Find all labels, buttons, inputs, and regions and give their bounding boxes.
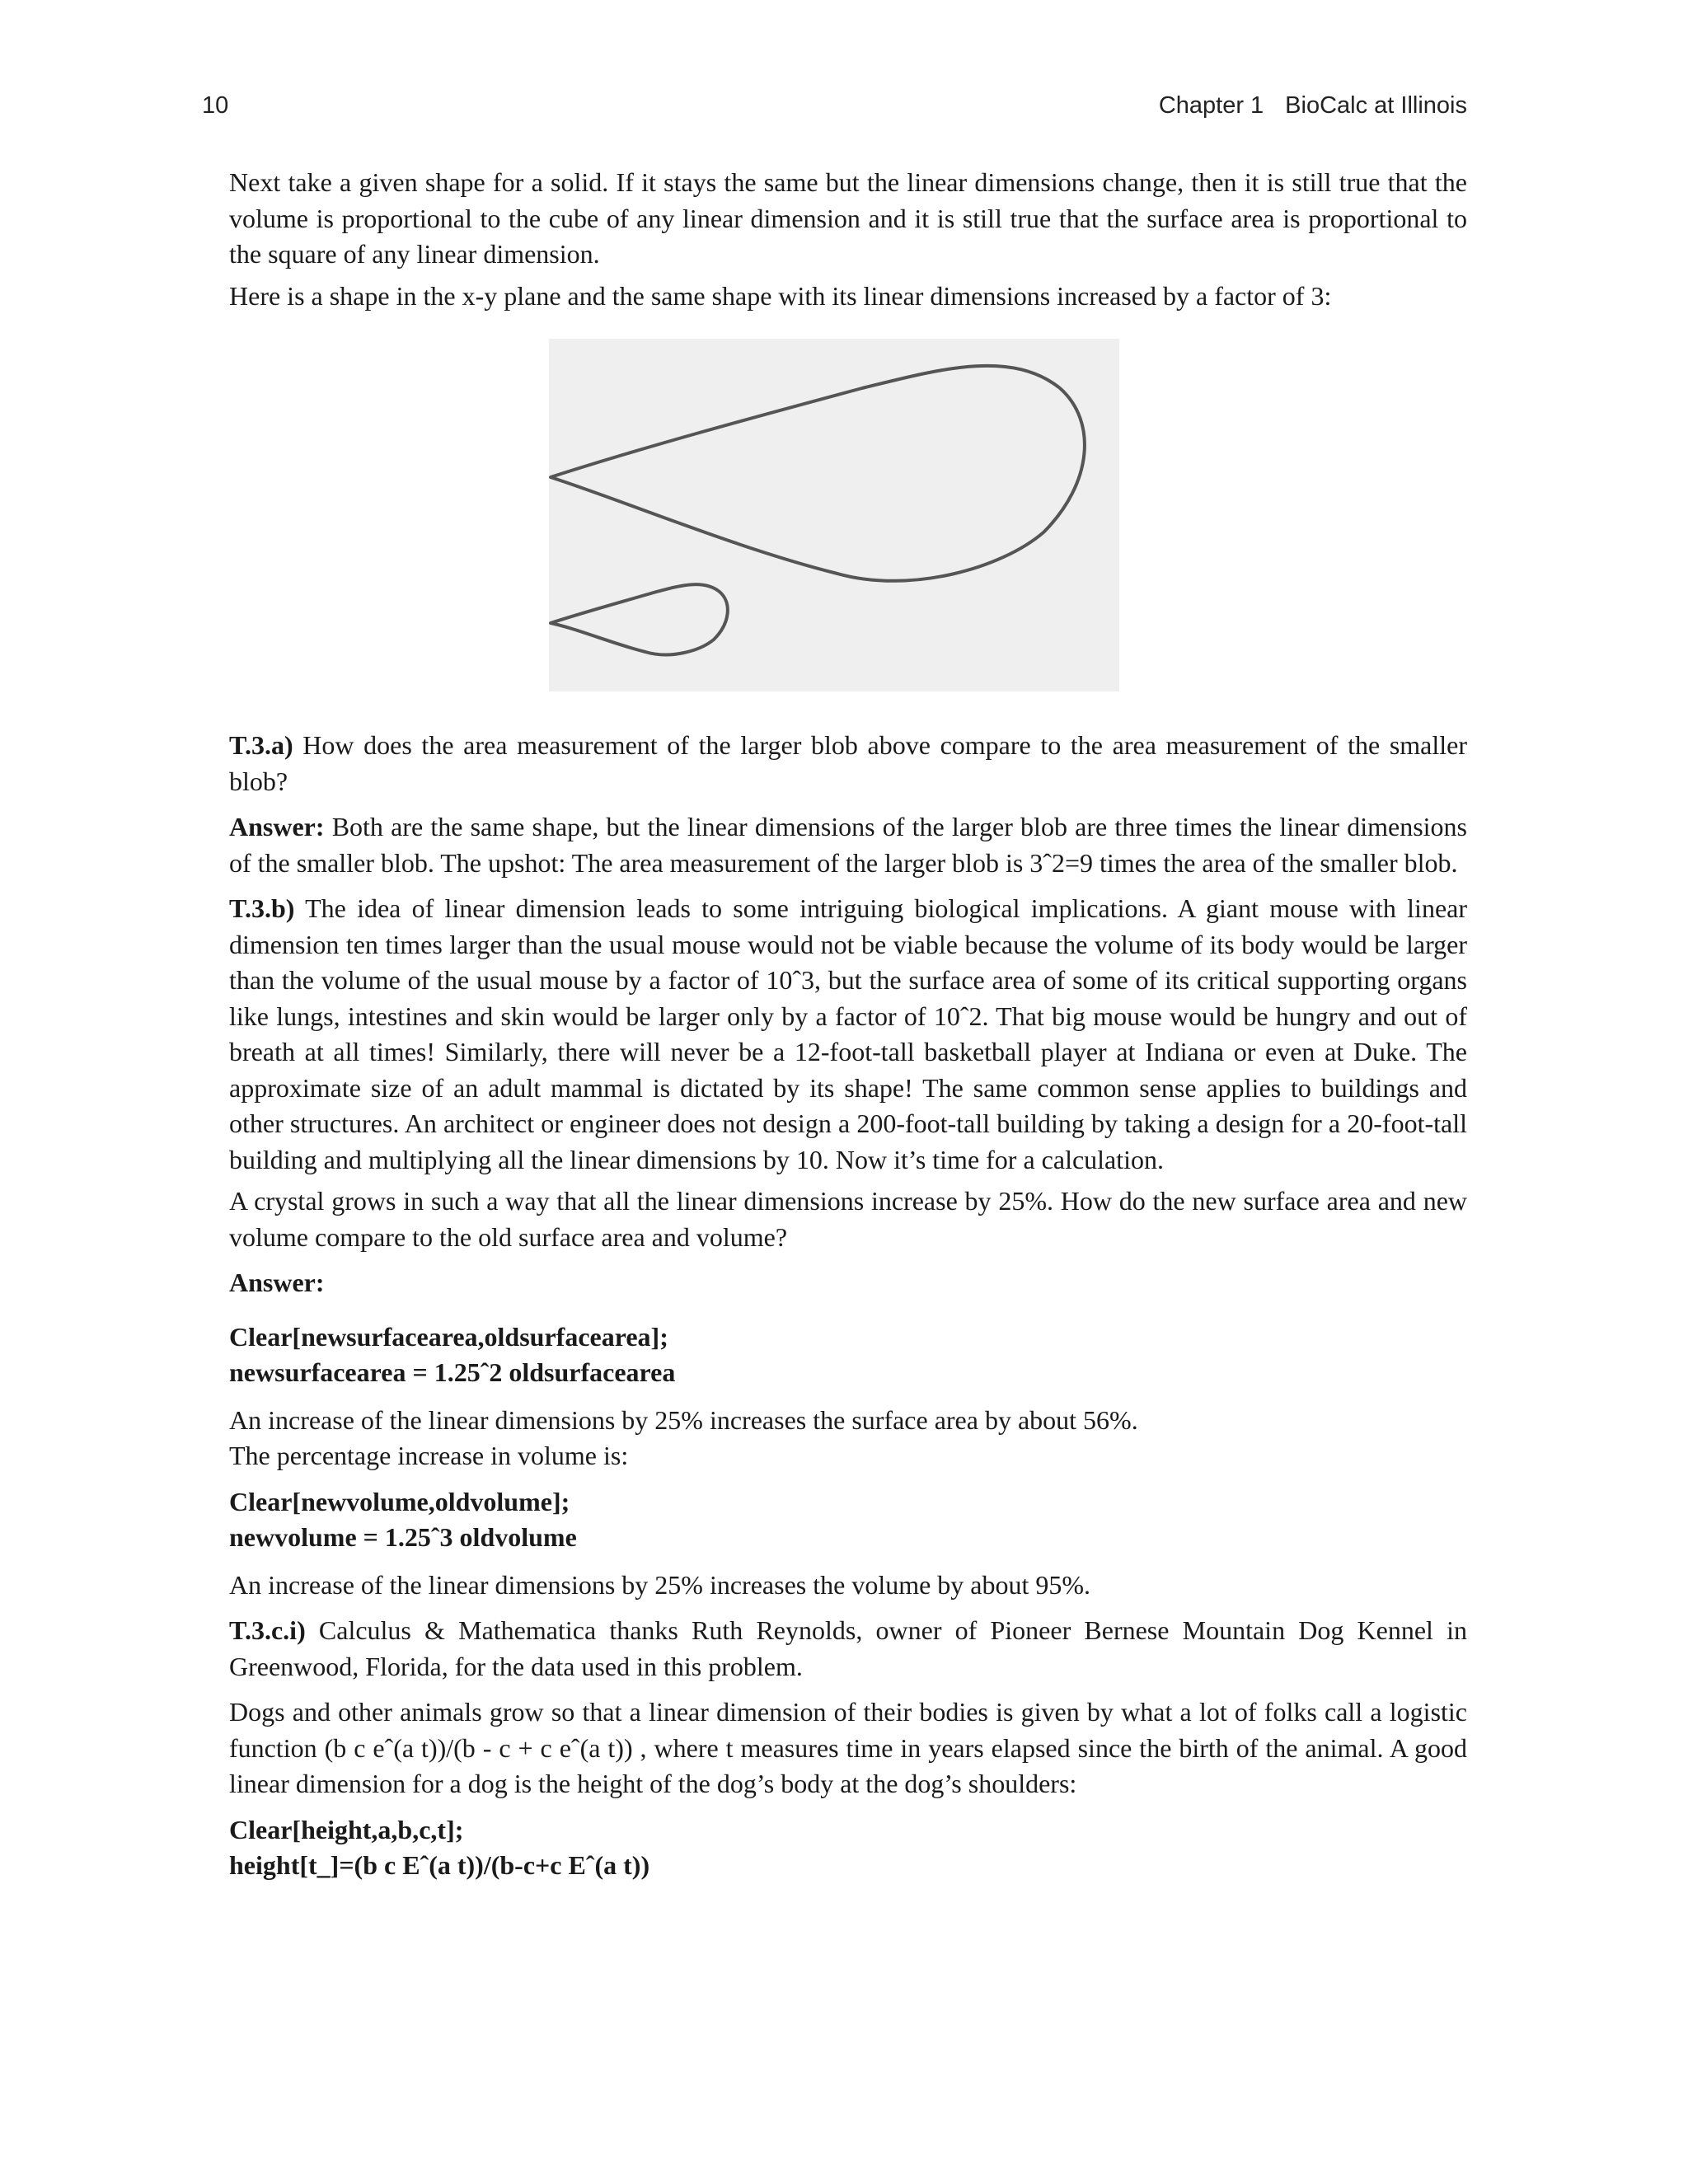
question-t3ci-text: Calculus & Mathematica thanks Ruth Reynolds, owner of Pioneer Bernese Mountain Dog Kennel in Greenwood, Florida, for the data used in this problem. <box>229 1615 1467 1681</box>
question-t3ci <box>229 1613 1467 1685</box>
page-body <box>229 165 1467 1896</box>
question-t3b-text: The idea of linear dimension leads to some intriguing biological implications. A giant mouse with linear dimension ten times larger than the usual mouse would not be viable because the volume of its body would be larger than the volume of the usual mouse by a factor of 10ˆ3, but the surface area of some of its critical supporting organs like lungs, intestines and skin would be larger only by a factor of 10ˆ2. That big mouse would be hungry and out of breath at all times! Similarly, there will never be a 12-foot-tall basketball player at Indiana or even at Duke. The approximate size of an adult mammal is dictated by its shape! The same common sense applies to buildings and other structures. An architect or engineer does not design a 200-foot-tall building by taking a design for a 20-foot-tall building and multiplying all the linear dimensions by 10. Now it’s time for a calculation. <box>229 893 1467 1174</box>
answer-t3a-text: Both are the same shape, but the linear dimensions of the larger blob are three times the linear dimensions of the smaller blob. The upshot: The area measurement of the larger blob is 3ˆ2=9 times the area of the smaller blob. <box>229 812 1467 878</box>
volume-result-paragraph: An increase of the linear dimensions by 25% increases the volume by about 95%. <box>229 1569 1091 1600</box>
volume-intro-line: The percentage increase in volume is: <box>229 1441 629 1470</box>
question-t3b <box>229 891 1467 1178</box>
code-line: height[t_]=(b c Eˆ(a t))/(b-c+c Eˆ(a t)) <box>229 1850 650 1880</box>
code-line: newsurfacearea = 1.25ˆ2 oldsurfacearea <box>229 1357 676 1387</box>
blob-figure-svg <box>549 339 1119 691</box>
code-block-height <box>229 1812 1467 1884</box>
code-line: Clear[newsurfacearea,oldsurfacearea]; <box>229 1321 668 1352</box>
surface-result-line: An increase of the linear dimensions by 25% increases the surface area by about 56%. <box>229 1404 1138 1435</box>
chapter-title: BioCalc at Illinois <box>1285 92 1467 119</box>
code-line: Clear[newvolume,oldvolume]; <box>229 1486 570 1516</box>
answer-t3a <box>229 809 1467 881</box>
small-blob-outline <box>551 584 728 654</box>
code-block-volume <box>229 1484 1467 1556</box>
large-blob-outline <box>551 366 1085 581</box>
intro-paragraph: Next take a given shape for a solid. If it stays the same but the linear dimensions change, then it is still true that the volume is proportional to the cube of any linear dimension and it is still true that the surface area is proportional to the square of any linear dimension. <box>229 167 1467 269</box>
page-number: 10 <box>202 92 229 119</box>
crystal-paragraph: A crystal grows in such a way that all the linear dimensions increase by 25%. How do the new surface area and new volume compare to the old surface area and volume? <box>229 1186 1467 1252</box>
figure-intro-paragraph: Here is a shape in the x-y plane and the same shape with its linear dimensions increased by a factor of 3: <box>229 280 1332 311</box>
answer-t3a-label: Answer: <box>229 812 325 841</box>
code-line: newvolume = 1.25ˆ3 oldvolume <box>229 1522 577 1552</box>
code-line: Clear[height,a,b,c,t]; <box>229 1814 464 1844</box>
surface-result-paragraph <box>229 1403 1467 1474</box>
question-t3a-label: T.3.a) <box>229 730 293 760</box>
question-t3a <box>229 728 1467 799</box>
answer-t3b-label: Answer: <box>229 1268 325 1297</box>
chapter-label: Chapter 1 <box>1158 92 1264 119</box>
blob-figure <box>549 339 1119 691</box>
logistic-paragraph: Dogs and other animals grow so that a linear dimension of their bodies is given by what a lot of folks call a logistic function (b c eˆ(a t))/(b - c + c eˆ(a t)) , where t measures time in years elapsed since the birth of the animal. A good linear dimension for a dog is the height of the dog’s body at the dog’s shoulders: <box>229 1697 1467 1798</box>
question-t3ci-label: T.3.c.i) <box>229 1615 306 1645</box>
code-block-surface <box>229 1319 1467 1391</box>
question-t3a-text: How does the area measurement of the larger blob above compare to the area measurement of the smaller blob? <box>229 730 1467 796</box>
question-t3b-label: T.3.b) <box>229 893 295 923</box>
running-head <box>1159 92 1467 120</box>
